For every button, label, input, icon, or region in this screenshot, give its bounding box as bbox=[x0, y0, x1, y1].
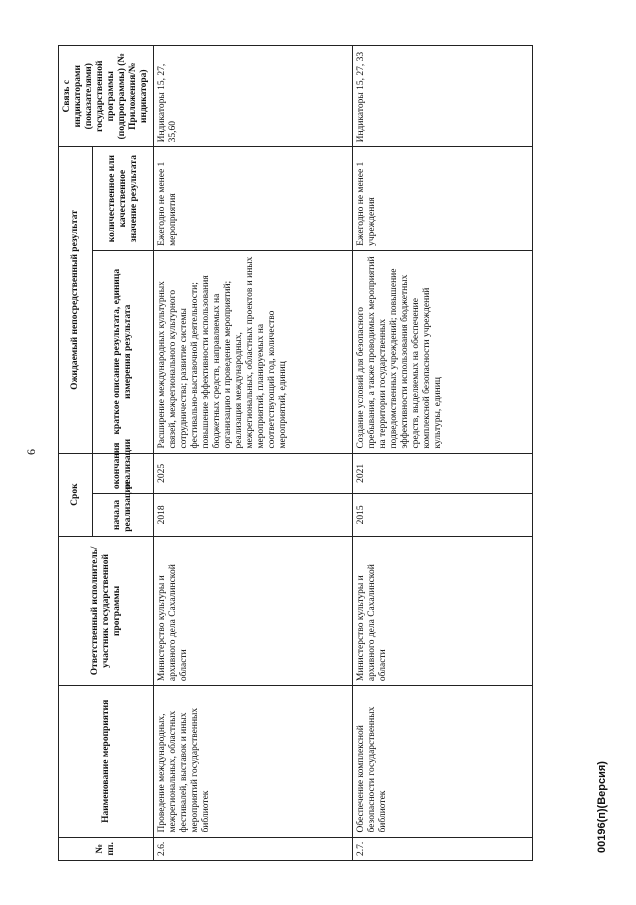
header-link: Связь с индикаторами (показателями) государственной программы (подпрограммы) (№ Приложения/№ индикатора) bbox=[59, 46, 154, 147]
row-link: Индикаторы 15, 27, 33 bbox=[353, 46, 533, 147]
activities-table bbox=[58, 45, 533, 861]
row-desc: Расширение международных культурных связей, межрегионального культурного сотрудничества; развитие системы фестивально-выставочной деятельности; повышение эффективности использования бюджетных средств, направляемых на организацию и проведение мероприятий; реализация международных, межрегиональных, областных проектов и иных мероприятий, планируемых на соответствующий год, количество мероприятий, единиц bbox=[154, 250, 353, 453]
row-name: Обеспечение комплексной безопасности государственных библиотек bbox=[353, 686, 533, 837]
header-result-desc: краткое описание результата, единица измерения результата bbox=[93, 250, 154, 453]
row-start: 2018 bbox=[154, 494, 353, 537]
row-responsible: Министерство культуры и архивного дела Сахалинской области bbox=[353, 536, 533, 685]
row-value: Ежегодно не менее 1 мероприятия bbox=[154, 147, 353, 250]
row-start: 2015 bbox=[353, 494, 533, 537]
table-row bbox=[154, 46, 353, 861]
row-num: 2.6. bbox=[154, 837, 353, 860]
header-result: Ожидаемый непосредственный результат bbox=[59, 147, 93, 453]
header-name: Наименование мероприятия bbox=[59, 686, 154, 837]
row-link: Индикаторы 15, 27, 35,60 bbox=[154, 46, 353, 147]
table-row bbox=[353, 46, 533, 861]
row-desc: Создание условий для безопасного пребывания, а также проводимых мероприятий на территории государственных подведомственных учреждений; повышение эффективности использования бюджетных средств, выделяемых на обеспечение комплексной безопасности учреждений культуры, единиц bbox=[353, 250, 533, 453]
table-header-row bbox=[59, 46, 93, 861]
row-name: Проведение международных, межрегиональных, областных фестивалей, выставок и иных мероприятий государственных библиотек bbox=[154, 686, 353, 837]
header-num: № пп. bbox=[59, 837, 154, 860]
row-num: 2.7. bbox=[353, 837, 533, 860]
header-term-end: окончания реализации bbox=[93, 453, 154, 494]
footer-code: 00196(п)(Версия) bbox=[596, 761, 608, 853]
row-end: 2021 bbox=[353, 453, 533, 494]
header-responsible: Ответственный исполнитель/участник государственной программы bbox=[59, 536, 154, 685]
header-term: Срок bbox=[59, 453, 93, 536]
page-number: 6 bbox=[24, 449, 38, 455]
header-term-start: начала реализации bbox=[93, 494, 154, 537]
header-result-value: количественное или качественное значение результата bbox=[93, 147, 154, 250]
row-end: 2025 bbox=[154, 453, 353, 494]
row-value: Ежегодно не менее 1 учреждения bbox=[353, 147, 533, 250]
row-responsible: Министерство культуры и архивного дела Сахалинской области bbox=[154, 536, 353, 685]
